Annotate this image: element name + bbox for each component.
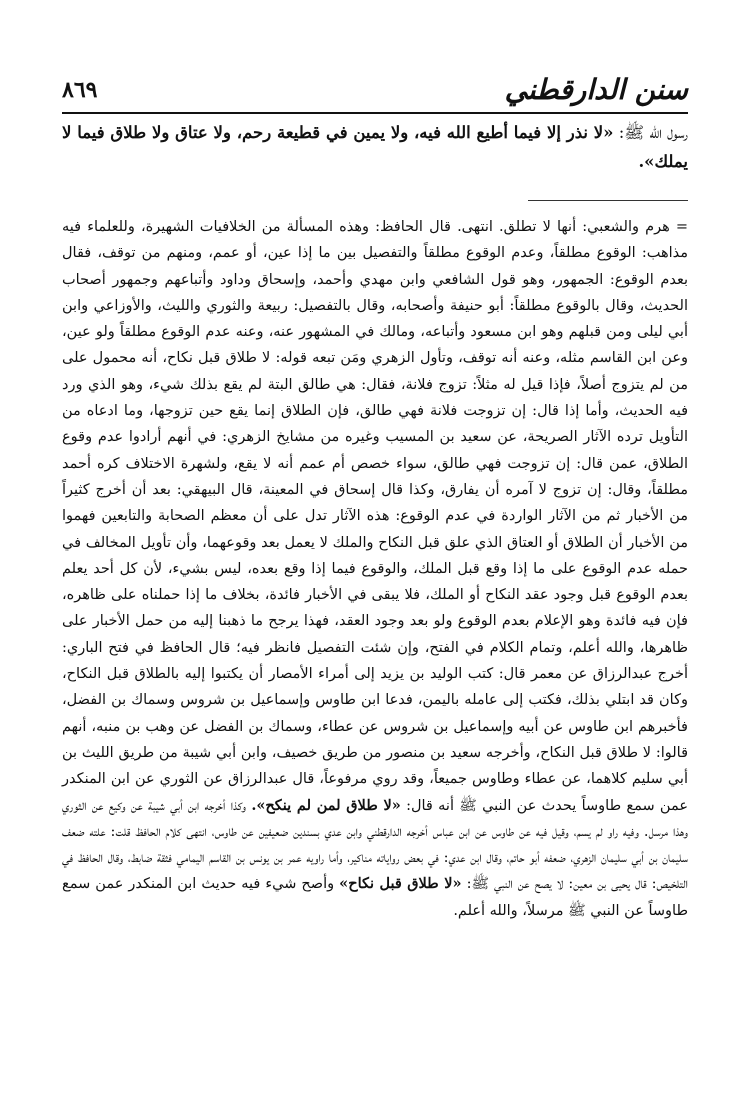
- footnote-paragraph: [62, 214, 688, 924]
- continuation-mark: =: [675, 219, 688, 235]
- footnote-text-2: وكذا أخرجه ابن أبي شيبة عن وكيع عن الثوري وهذا مرسل. وفيه راو لم يسم، وقيل فيه عن طاوس عن ابن عباس أخرجه الدارقطني وابن عدي بسندين ضعيفين عن طاوس، انتهى كلام الحافظ قلت: علته ضعف سليمان بن أبي سليمان الزهري، ضعفه أبو حاتم، وقال ابن عدي: في بعض رواياته مناكير، وأما راويه عمر بن يونس بن القاسم اليمامي فثقة ضابط، وقال الحافظ في التلخيص: قال يحيى بن معين: لا يصح عن النبي ﷺ:: [62, 797, 689, 893]
- page-number: ٨٦٩: [62, 77, 98, 103]
- book-title: سنن الدارقطني: [504, 73, 688, 106]
- footnote: [62, 214, 688, 924]
- footnote-divider: [528, 200, 688, 201]
- hadith-text: «لا نذر إلا فيما أطيع الله فيه، ولا يمين في قطيعة رحم، ولا عتاق ولا طلاق فيما لا يملك».: [62, 123, 688, 171]
- footnote-quote-2: «لا طلاق قبل نكاح»: [339, 875, 462, 893]
- footnote-text-3: وأصح شيء فيه حديث ابن المنكدر عمن سمع طاوساً عن النبي ﷺ مرسلاً، والله أعلم.: [62, 876, 688, 919]
- header-divider: [62, 112, 688, 114]
- main-text: [62, 118, 688, 176]
- footnote-text-1: هرم والشعبي: أنها لا تطلق. انتهى. قال الحافظ: وهذه المسألة من الخلافيات الشهيرة، وللعلماء فيه مذاهب: الوقوع مطلقاً، وعدم الوقوع مطلقاً والتفصيل بين ما إذا عين، أو عمم، ومنهم من توقف، فقال بعدم الوقوع: الجمهور، وهو قول الشافعي وابن مهدي وأحمد، وإسحاق وداود وأتباعهم وجمهور أصحاب الحديث، وقال بالوقوع مطلقاً: أبو حنيفة وأصحابه، وقال بالتفصيل: ربيعة والثوري والليث، والأوزاعي وابن أبي ليلى ومن قبلهم وهو ابن مسعود وأتباعه، ومالك في المشهور عنه، وعنه عدم الوقوع مطلقاً ولو عين، وعن ابن القاسم مثله، وعنه أنه توقف، وتأول الزهري ومَن تبعه قوله: لا طلاق قبل نكاح، أنه محمول على من لم يتزوج أصلاً، فإذا قيل له مثلاً: تزوج فلانة، فقال: هي طالق البتة لم يقع بذلك شيء، وهو الذي ورد فيه الحديث، وأما إذا قال: إن تزوجت فلانة فهي طالق، فإن الطلاق إنما يقع حين تزوجها، وما ادعاه من التأويل ترده الآثار الصريحة، عن سعيد بن المسيب وغيره من مشايخ الزهري: في أنهم أرادوا عدم وقوع الطلاق، عمن قال: إن تزوجت فهي طالق، سواء خصص أم عمم أنه لا يقع، ولشهرة الاختلاف كره أحمد مطلقاً، وقال: إن تزوج لا آمره أن يفارق، وكذا قال إسحاق في المعينة، قال البيهقي: بعد أن أخرج كثيراً من الأخبار ثم من الآثار الواردة في عدم الوقوع: هذه الآثار تدل على أن معظم الصحابة والتابعين فهموا من الأخبار أن الطلاق أو العتاق الذي علق قبل النكاح والملك لا يعمل بعد وقوعهما، وأن تأويل المخالف في حمله عدم الوقوع على ما إذا وقع قبل الملك، والوقوع فيما إذا وقع بعده، ليس بشيء، لأن كل أحد يعلم بعدم الوقوع قبل وجود عقد النكاح أو الملك، فلا يبقى في الأخبار فائدة، بخلاف ما إذا حملناه على ظاهره، فإن فيه فائدة وهو الإعلام بعدم الوقوع ولو بعد وجود العقد، فهذا يرجح ما ذهبنا إليه من حمل الأخبار على ظاهرها، والله أعلم، وتمام الكلام في الفتح، وإن شئت التفصيل فانظر فيه؛ قال الحافظ في فتح الباري: أخرج عبدالرزاق عن معمر قال: كتب الوليد بن يزيد إلى أمراء الأمصار أن يكتبوا إليه بالطلاق قبل النكاح، وكان قد ابتلي بذلك، فكتب إلى عامله باليمن، فدعا ابن طاوس وإسماعيل بن شروس وسماك بن الفضل، فأخبرهم ابن طاوس عن أبيه وإسماعيل بن شروس عن عطاء، وسماك بن الفضل عن وهب بن منبه، أنهم قالوا: لا طلاق قبل النكاح، وأخرجه سعيد بن منصور من طريق خصيف، وابن أبي شيبة من طريق الليث بن أبي سليم كلاهما، عن عطاء وطاوس جميعاً، وقد روي مرفوعاً، قال عبدالرزاق عن الثوري عن ابن المنكدر عمن سمع طاوساً يحدث عن النبي ﷺ أنه قال:: [62, 219, 689, 814]
- main-lead: رسول الله ﷺ:: [618, 123, 688, 142]
- footnote-quote-1: «لا طلاق لمن لم ينكح».: [251, 796, 401, 814]
- page-header: [62, 68, 688, 112]
